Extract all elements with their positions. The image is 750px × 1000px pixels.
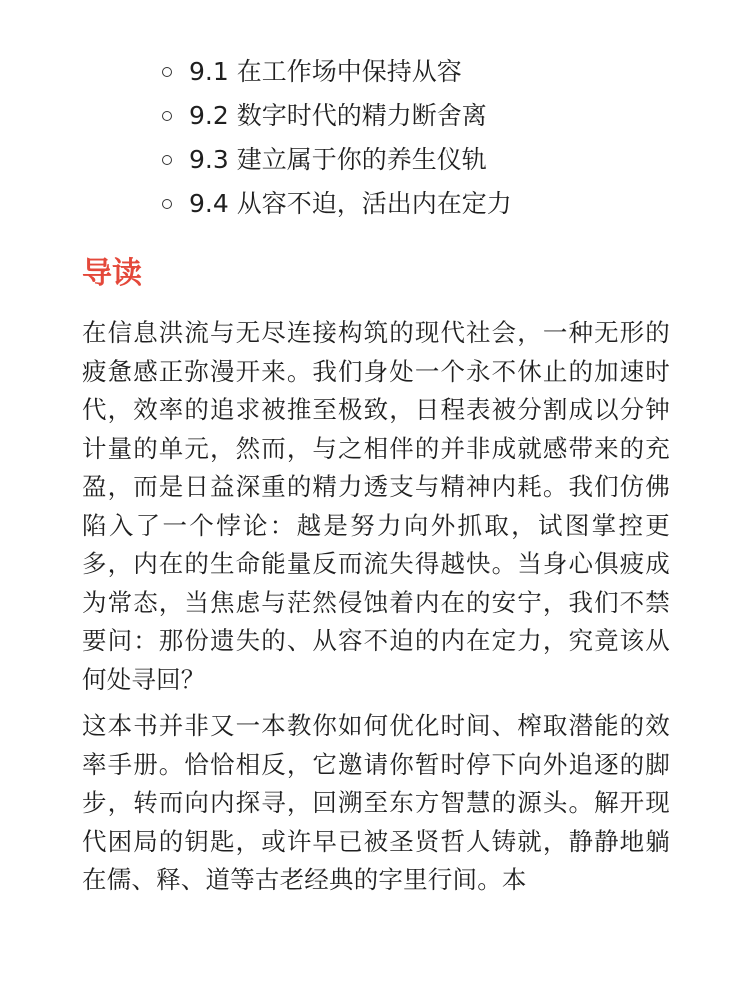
toc-item-9-3[interactable] <box>162 138 512 182</box>
toc-item-9-2[interactable] <box>162 94 512 138</box>
toc-item-9-1[interactable] <box>162 50 512 94</box>
hollow-circle-bullet-icon <box>162 111 172 121</box>
hollow-circle-bullet-icon <box>162 67 172 77</box>
paragraph: 在信息洪流与无尽连接构筑的现代社会，一种无形的疲惫感正弥漫开来。我们身处一个永不休止的加速时代，效率的追求被推至极致，日程表被分割成以分钟计量的单元，然而，与之相伴的并非成就感带来的充盈，而是日益深重的精力透支与精神内耗。我们仿佛陷入了一个悖论：越是努力向外抓取，试图掌控更多，内在的生命能量反而流失得越快。当身心俱疲成为常态，当焦虑与茫然侵蚀着内在的安宁，我们不禁要问：那份遗失的、从容不迫的内在定力，究竟该从何处寻回？ <box>82 318 670 694</box>
toc-item-label: 9.1 在工作场中保持从容 <box>189 57 462 86</box>
hollow-circle-bullet-icon <box>162 155 172 165</box>
table-of-contents-list <box>162 50 512 226</box>
hollow-circle-bullet-icon <box>162 199 172 209</box>
paragraph: 这本书并非又一本教你如何优化时间、榨取潜能的效率手册。恰恰相反，它邀请你暂时停下向外追逐的脚步，转而向内探寻，回溯至东方智慧的源头。解开现代困局的钥匙，或许早已被圣贤哲人铸就，静静地躺在儒、释、道等古老经典的字里行间。本 <box>82 711 670 894</box>
toc-item-9-4[interactable] <box>162 182 512 226</box>
body-text <box>82 314 670 908</box>
toc-item-label: 9.4 从容不迫，活出内在定力 <box>189 189 512 218</box>
section-heading: 导读 <box>82 256 142 291</box>
toc-item-label: 9.2 数字时代的精力断舍离 <box>189 101 487 130</box>
toc-item-label: 9.3 建立属于你的养生仪轨 <box>189 145 487 174</box>
